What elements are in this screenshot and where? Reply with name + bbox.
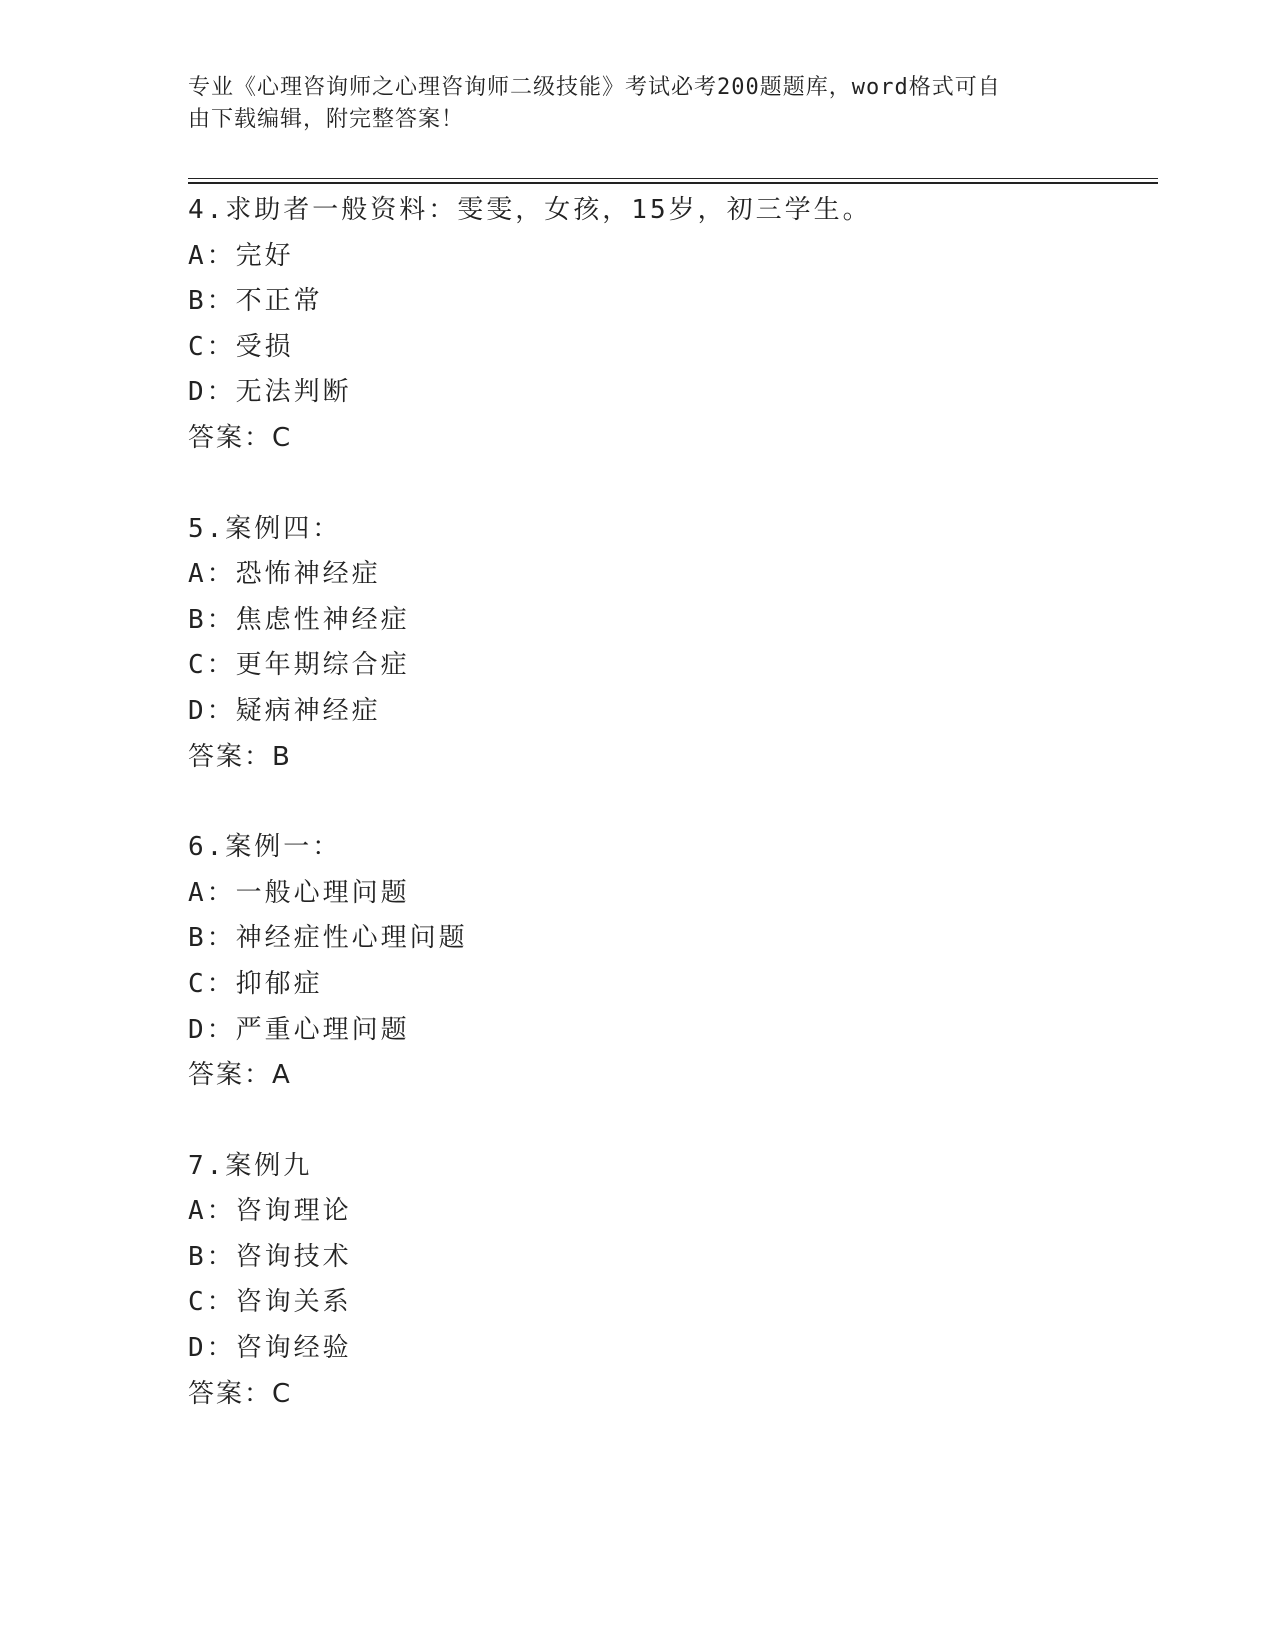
header-divider-top — [188, 178, 1158, 179]
option-b: B：咨询技术 — [188, 1241, 352, 1272]
option-a: A：咨询理论 — [188, 1196, 352, 1227]
question-stem: 6.案例一： — [188, 832, 342, 863]
question-stem: 4.求助者一般资料：雯雯，女孩，15岁，初三学生。 — [188, 195, 872, 225]
header-line-1: 专业《心理咨询师之心理咨询师二级技能》考试必考200题题库，word格式可自 — [188, 75, 1001, 100]
answer-text: 答案：C — [188, 422, 293, 453]
answer-text: 答案：C — [188, 1378, 293, 1409]
option-a: A：一般心理问题 — [188, 877, 410, 908]
answer-text: 答案：A — [188, 1060, 292, 1091]
option-c: C：咨询关系 — [188, 1287, 352, 1318]
option-b: B：神经症性心理问题 — [188, 923, 468, 954]
question-list — [188, 188, 1158, 1462]
option-a: A：恐怖神经症 — [188, 559, 381, 590]
option-d: D：疑病神经症 — [188, 695, 381, 726]
option-d: D：咨询经验 — [188, 1333, 352, 1364]
question-item — [188, 507, 1158, 781]
option-a: A：完好 — [188, 240, 294, 271]
question-item — [188, 1144, 1158, 1418]
option-b: B：不正常 — [188, 286, 323, 317]
question-stem: 7.案例九 — [188, 1150, 313, 1181]
option-d: D：严重心理问题 — [188, 1014, 410, 1045]
option-d: D：无法判断 — [188, 377, 352, 408]
option-b: B：焦虑性神经症 — [188, 604, 410, 635]
option-c: C：受损 — [188, 331, 294, 362]
option-c: C：抑郁症 — [188, 968, 323, 999]
header-line-2: 由下载编辑，附完整答案！ — [188, 107, 465, 132]
document-header — [188, 72, 1068, 136]
question-item — [188, 825, 1158, 1099]
question-item — [188, 188, 1158, 462]
header-divider-bottom — [188, 182, 1158, 184]
option-c: C：更年期综合症 — [188, 650, 410, 681]
answer-text: 答案：B — [188, 741, 292, 772]
question-stem: 5.案例四： — [188, 513, 342, 544]
